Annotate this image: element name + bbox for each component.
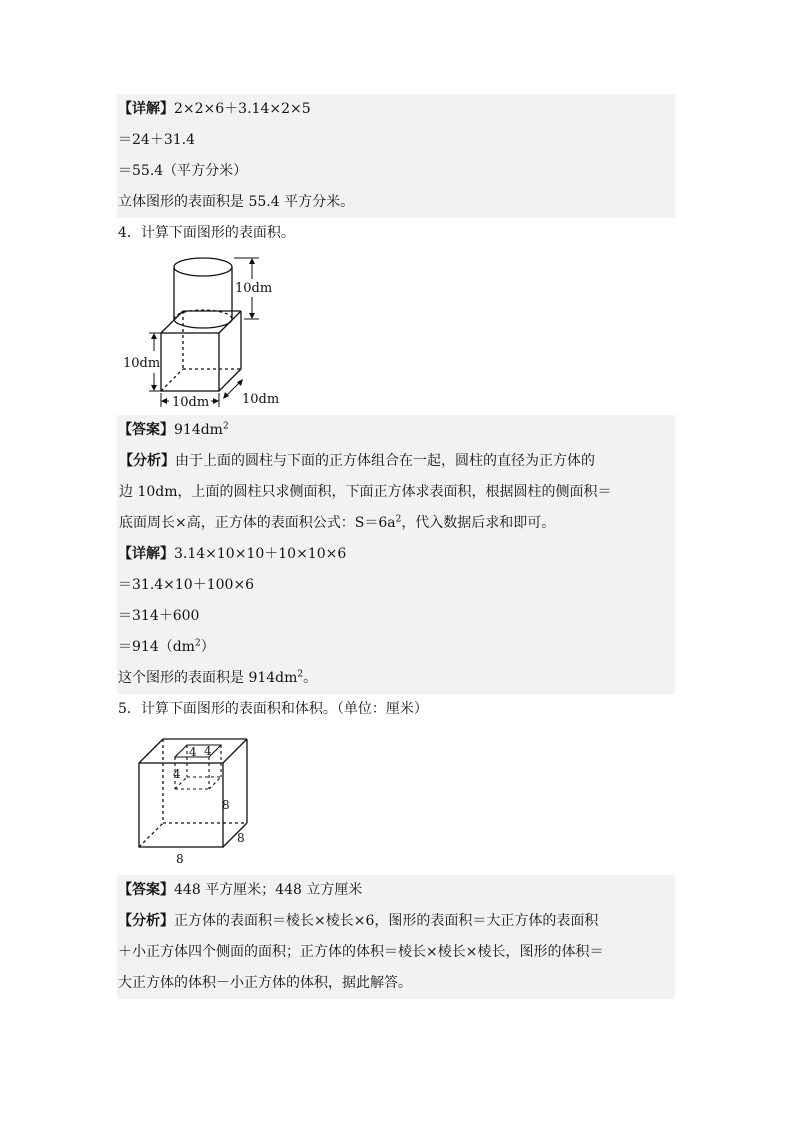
detail-tag: 【详解】 [118, 546, 174, 562]
arrow-head [237, 379, 243, 386]
label-cube-width: 10dm [172, 395, 210, 410]
analysis-line [117, 906, 675, 937]
cutout-top-opening [175, 745, 221, 757]
cube-hidden-edge [161, 369, 183, 391]
analysis-line [118, 508, 675, 539]
arrow-head [151, 385, 157, 391]
step-line [117, 632, 675, 663]
analysis-line [118, 446, 675, 477]
answer-tag: 【答案】 [118, 882, 174, 898]
analysis-text-1: 由于上面的圆柱与下面的正方体组合在一起，圆柱的直径为正方体的 [175, 453, 595, 469]
label-small-width: 4 [189, 745, 197, 759]
conclusion-end: 。 [303, 670, 318, 686]
solution-block-q4 [117, 415, 675, 694]
answer-value: 914dm [174, 422, 223, 438]
detail-line [117, 539, 675, 570]
step-line: ＝314＋600 [118, 608, 200, 624]
detail-expr: 3.14×10×10＋10×10×6 [174, 546, 347, 562]
answer-exponent: 2 [222, 421, 229, 432]
step-line: ＝24＋31.4 [118, 132, 195, 148]
big-cube-front [139, 763, 223, 847]
conclusion-text: 这个图形的表面积是 914dm [118, 670, 298, 686]
question-4-title: 4．计算下面图形的表面积。 [118, 225, 295, 241]
label-small-height: 4 [173, 767, 181, 781]
analysis-text-2: 边 10dm，上面的圆柱只求侧面积，下面正方体求表面积，根据圆柱的侧面积＝ [119, 484, 612, 500]
cube-cutout-diagram [117, 725, 317, 875]
big-cube-hidden-edge [139, 823, 163, 847]
step-text: ＝914（dm [118, 639, 195, 655]
answer-tag: 【答案】 [118, 422, 174, 438]
step-exponent: 2 [194, 638, 201, 649]
analysis-text-3: 大正方体的体积－小正方体的体积，据此解答。 [118, 975, 412, 991]
label-small-depth: 4 [204, 744, 212, 758]
cutout-hidden-edge [209, 777, 221, 789]
arrow-head [161, 398, 167, 404]
arrow-head [249, 313, 255, 319]
cylinder-top [174, 258, 232, 276]
figure-cylinder-cube [117, 249, 675, 415]
figure-cube-cutout [117, 725, 675, 875]
conclusion-exponent: 2 [297, 669, 304, 680]
arrow-head [213, 398, 219, 404]
step-line: ＝55.4（平方分米） [118, 163, 248, 179]
analysis-text-3a: 底面周长×高，正方体的表面积公式：S＝6a [119, 515, 396, 531]
arrow-head [151, 333, 157, 339]
label-big-depth: 8 [237, 831, 245, 845]
label-big-width: 8 [176, 852, 184, 866]
analysis-paragraph [117, 446, 675, 539]
label-cube-height: 10dm [123, 356, 161, 371]
conclusion-line: 立体图形的表面积是 55.4 平方分米。 [118, 194, 355, 210]
step-text-close: ） [200, 639, 215, 655]
cube-edge [219, 369, 241, 391]
step-line: ＝31.4×10＋100×6 [118, 577, 255, 593]
big-cube-edge [139, 739, 163, 763]
conclusion-line [117, 663, 675, 694]
label-big-height: 8 [222, 798, 230, 812]
answer-line [117, 875, 675, 906]
analysis-tag: 【分析】 [119, 453, 175, 469]
big-cube-edge [223, 739, 247, 763]
solution-block-q5 [117, 875, 675, 999]
arrow-head [223, 392, 229, 399]
analysis-text-2: ＋小正方体四个侧面的面积；正方体的体积＝棱长×棱长×棱长，图形的体积＝ [118, 944, 604, 960]
analysis-text-1: 正方体的表面积＝棱长×棱长×6，图形的表面积＝大正方体的表面积 [174, 913, 599, 929]
cube-edge [219, 311, 241, 333]
detail-tag: 【详解】 [118, 101, 174, 117]
analysis-exponent: 2 [395, 514, 402, 525]
answer-line [117, 415, 675, 446]
cube-edge [161, 311, 183, 333]
document-page [117, 94, 675, 999]
arrow-head [249, 258, 255, 264]
cylinder-cube-diagram [117, 249, 317, 415]
detail-line [117, 94, 675, 125]
label-cube-depth: 10dm [242, 392, 280, 407]
answer-value: 448 平方厘米；448 立方厘米 [174, 882, 363, 898]
detail-expr: 2×2×6＋3.14×2×5 [174, 101, 311, 117]
label-cylinder-height: 10dm [235, 281, 273, 296]
analysis-tag: 【分析】 [118, 913, 174, 929]
question-5-title: 5．计算下面图形的表面积和体积。（单位：厘米） [118, 701, 428, 717]
solution-block-prev [117, 94, 675, 218]
analysis-text-3b: ，代入数据后求和即可。 [401, 515, 556, 531]
